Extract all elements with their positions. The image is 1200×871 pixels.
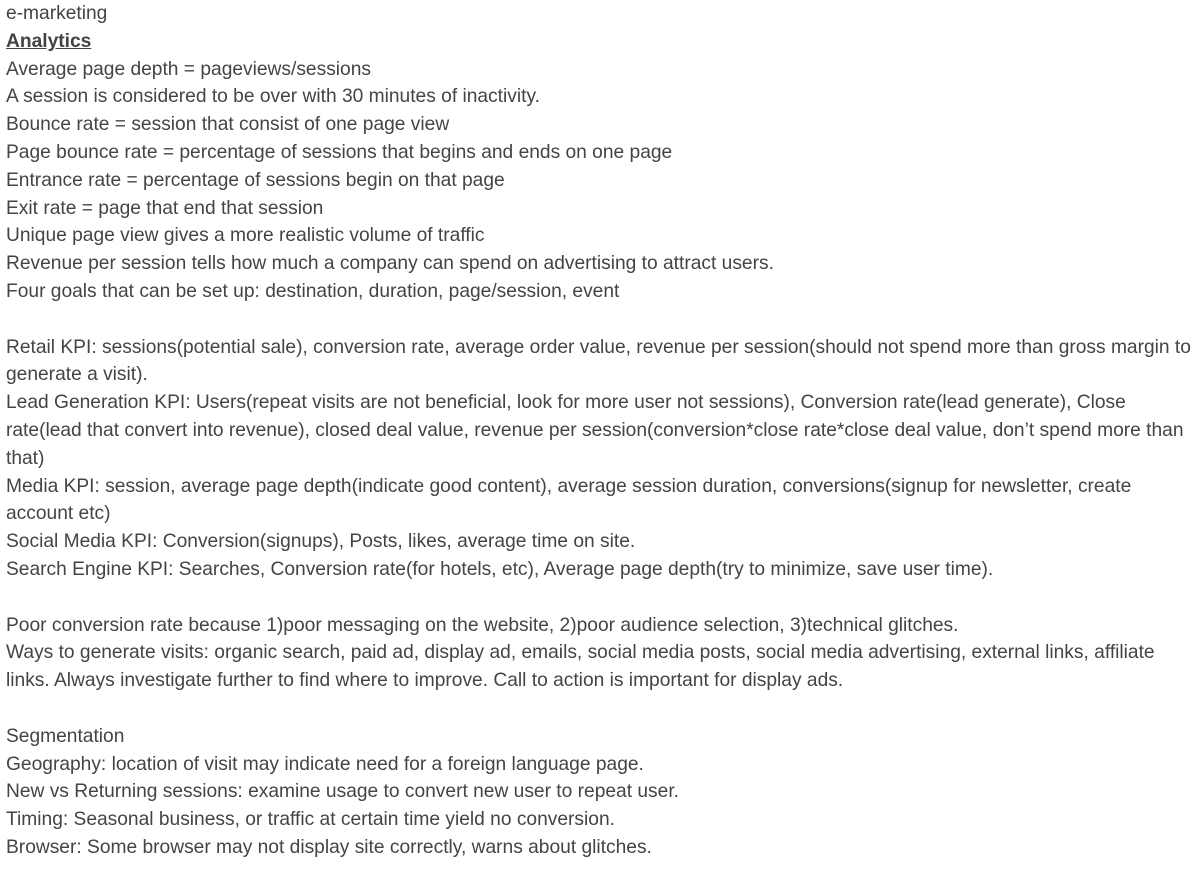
note-line: Revenue per session tells how much a company can spend on advertising to attract users. (6, 253, 774, 275)
note-line: Bounce rate = session that consist of one page view (6, 114, 450, 136)
note-line: Unique page view gives a more realistic volume of traffic (6, 225, 485, 247)
kpi-social-media: Social Media KPI: Conversion(signups), Posts, likes, average time on site. (6, 531, 636, 553)
blank-line (6, 584, 1196, 612)
kpi-search-engine: Search Engine KPI: Searches, Conversion rate(for hotels, etc), Average page depth(try to minimize, save user time). (6, 558, 994, 580)
kpi-media: Media KPI: session, average page depth(indicate good content), average session duration, conversions(signup for newsletter, create account etc) (6, 475, 1137, 525)
segmentation-line: New vs Returning sessions: examine usage to convert new user to repeat user. (6, 781, 679, 803)
kpi-retail: Retail KPI: sessions(potential sale), conversion rate, average order value, revenue per session(should not spend more than gross margin to generate a visit). (6, 336, 1197, 386)
note-line: A session is considered to be over with 30 minutes of inactivity. (6, 86, 540, 108)
note-line: Page bounce rate = percentage of sessions that begins and ends on one page (6, 141, 673, 163)
note-line: Average page depth = pageviews/sessions (6, 58, 371, 80)
segmentation-heading: Segmentation (6, 725, 125, 747)
note-body[interactable] (6, 0, 1196, 862)
note-line: Four goals that can be set up: destination, duration, page/session, event (6, 280, 620, 302)
visits-line: Ways to generate visits: organic search, paid ad, display ad, emails, social media posts, social media advertising, external links, affiliate links. Always investigate further to find where to improve. Call to action is important for display ads. (6, 642, 1160, 692)
note-line: Entrance rate = percentage of sessions begin on that page (6, 169, 505, 191)
note-title: e-marketing (6, 3, 108, 24)
conversion-line: Poor conversion rate because 1)poor messaging on the website, 2)poor audience selection, 3)technical glitches. (6, 614, 959, 636)
blank-line (6, 306, 1196, 334)
segmentation-line: Browser: Some browser may not display site correctly, warns about glitches. (6, 836, 652, 858)
segmentation-line: Timing: Seasonal business, or traffic at certain time yield no conversion. (6, 809, 615, 831)
blank-line (6, 695, 1196, 723)
note-line: Exit rate = page that end that session (6, 197, 324, 219)
segmentation-line: Geography: location of visit may indicate need for a foreign language page. (6, 753, 644, 775)
section-heading-analytics: Analytics (6, 30, 92, 52)
kpi-lead-generation: Lead Generation KPI: Users(repeat visits are not beneficial, look for more user not sessions), Conversion rate(lead generate), Close rate(lead that convert into revenue), closed deal value, revenue per session(conversion*close rate*close deal value, don’t spend more than that) (6, 392, 1189, 469)
